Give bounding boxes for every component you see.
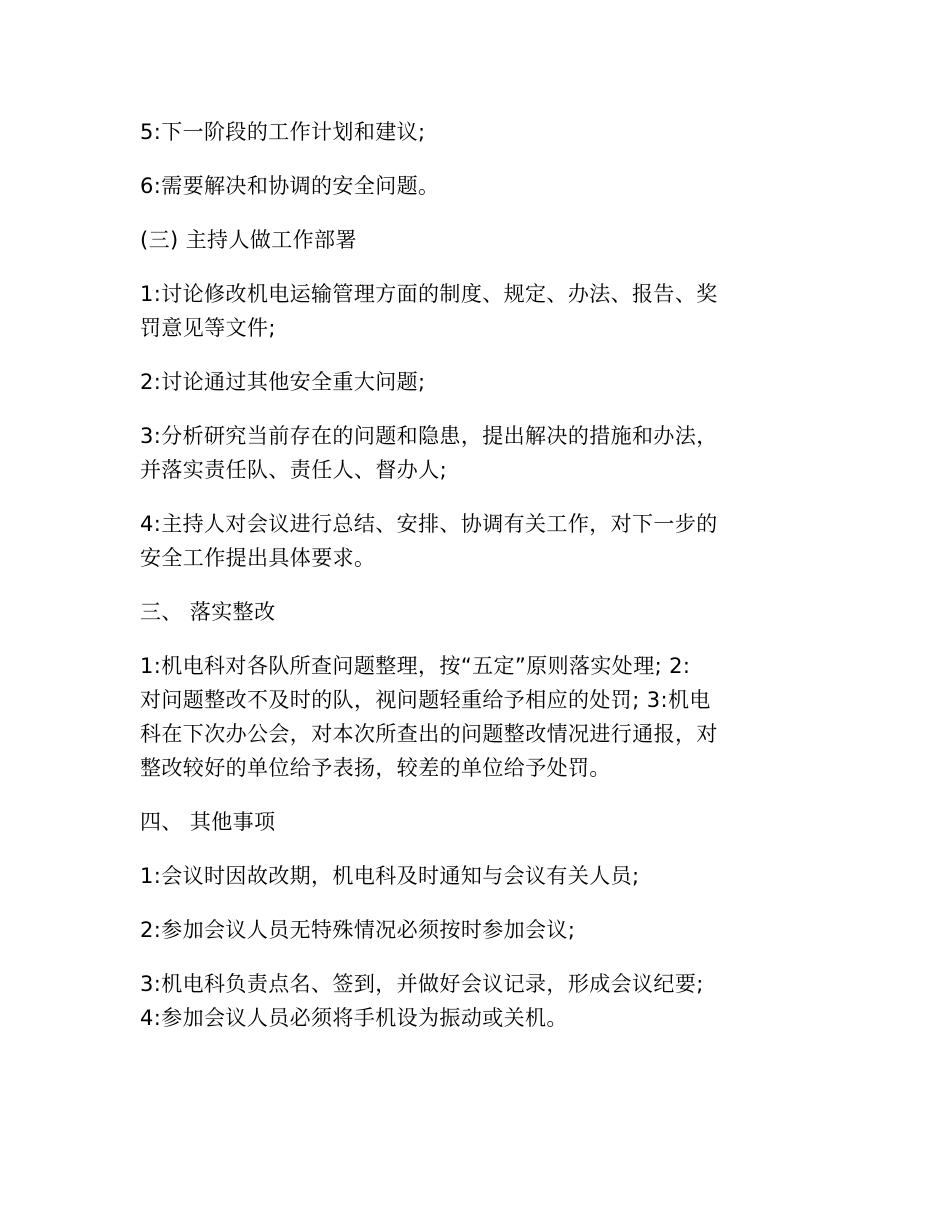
document-body — [140, 115, 810, 1055]
text-line: 2:讨论通过其他安全重大问题; — [140, 370, 426, 394]
text-line: 罚意见等文件; — [140, 316, 276, 340]
text-line: 4:主持人对会议进行总结、安排、协调有关工作，对下一步的 — [140, 512, 718, 536]
text-line: 5:下一阶段的工作计划和建议; — [140, 120, 426, 144]
paragraph-plan-item-6 — [140, 169, 810, 203]
paragraph-deployment-item-1 — [140, 277, 810, 345]
paragraph-plan-item-5 — [140, 115, 810, 149]
paragraph-other-items-3-4 — [140, 967, 810, 1035]
heading-text: 三、 落实整改 — [140, 600, 276, 624]
paragraph-rectification-items — [140, 649, 810, 785]
text-line: 科在下次办公会，对本次所查出的问题整改情况进行通报，对 — [140, 722, 718, 746]
text-line: 并落实责任队、责任人、督办人; — [140, 458, 448, 482]
text-line: 2:参加会议人员无特殊情况必须按时参加会议; — [140, 918, 576, 942]
text-line: 整改较好的单位给予表扬，较差的单位给予处罚。 — [140, 756, 611, 780]
text-line: 对问题整改不及时的队，视问题轻重给予相应的处罚; 3:机电 — [140, 688, 711, 712]
text-line: 4:参加会议人员必须将手机设为振动或关机。 — [140, 1006, 568, 1030]
heading-text: 四、 其他事项 — [140, 810, 276, 834]
text-line: 3:机电科负责点名、签到，并做好会议记录，形成会议纪要; — [140, 972, 704, 996]
paragraph-deployment-item-2 — [140, 365, 810, 399]
paragraph-other-item-2 — [140, 913, 810, 947]
heading-text: (三) 主持人做工作部署 — [140, 228, 357, 252]
text-line: 安全工作提出具体要求。 — [140, 546, 376, 570]
section-heading-host-deployment — [140, 223, 810, 257]
paragraph-deployment-item-3 — [140, 419, 810, 487]
paragraph-other-item-1 — [140, 859, 810, 893]
section-heading-rectification — [140, 595, 810, 629]
text-line: 3:分析研究当前存在的问题和隐患，提出解决的措施和办法， — [140, 424, 718, 448]
text-line: 1:机电科对各队所查问题整理，按“五定”原则落实处理; 2: — [140, 654, 691, 678]
paragraph-deployment-item-4 — [140, 507, 810, 575]
text-line: 1:讨论修改机电运输管理方面的制度、规定、办法、报告、奖 — [140, 282, 718, 306]
section-heading-other-matters — [140, 805, 810, 839]
text-line: 6:需要解决和协调的安全问题。 — [140, 174, 440, 198]
text-line: 1:会议时因故改期，机电科及时通知与会议有关人员; — [140, 864, 640, 888]
